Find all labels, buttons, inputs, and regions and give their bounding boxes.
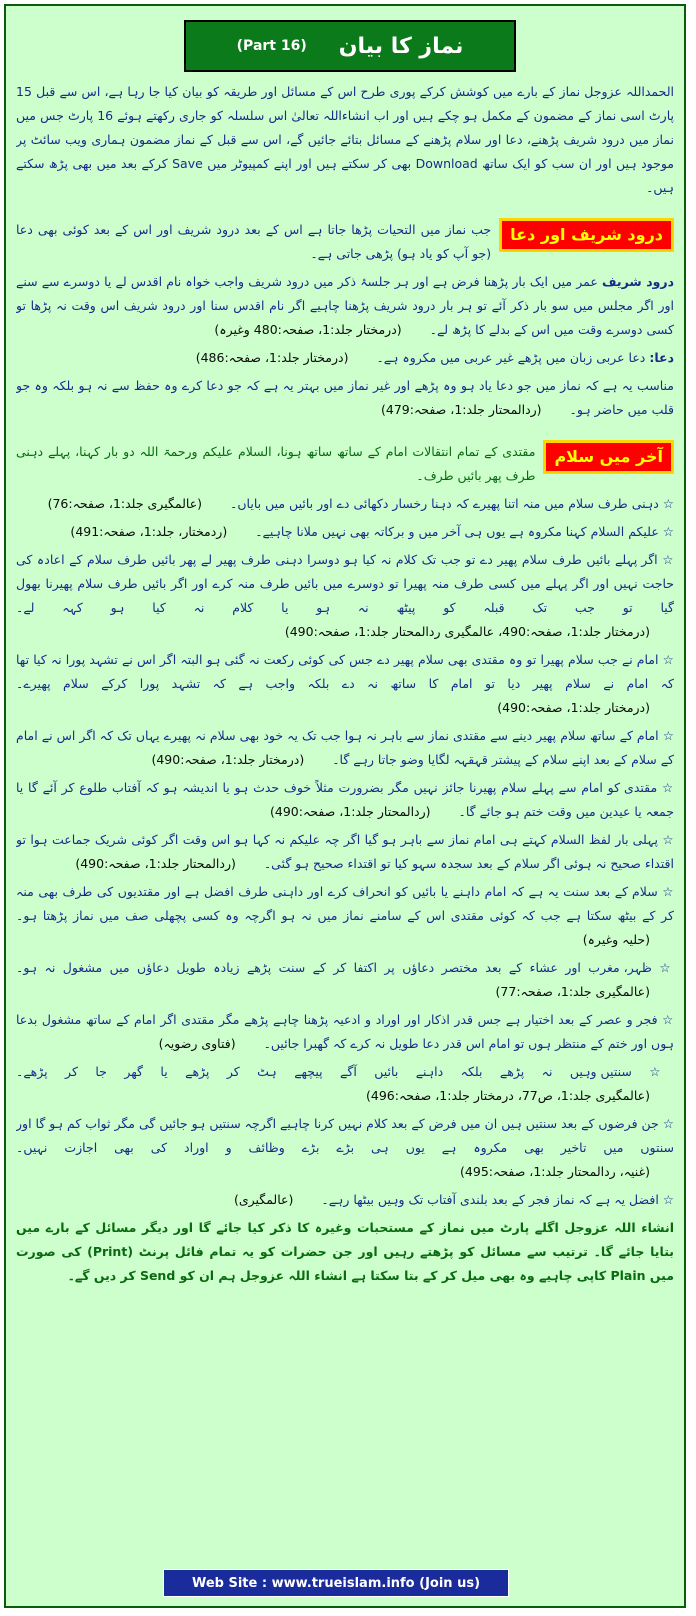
para2-text: دعا عربی زبان میں پڑھے غیر عربی میں مکروہ ہے۔ (376, 350, 646, 365)
para3-text: مناسب یہ ہے کہ نماز میں جو دعا یاد ہو وہ پڑھے اور غیر نماز میں بہتر یہ ہے کہ جو دعا کرے وہ حفظ سے نہ ہو بلکہ وہ جو قلب میں حاضر ہو۔ (16, 378, 674, 417)
section-heading-durood: درود شریف اور دعا (499, 218, 674, 252)
list-item (16, 548, 674, 644)
para2-ref: (درمختار جلد:1، صفحہ:486) (195, 350, 349, 365)
list-item-text: افضل یہ ہے کہ نماز فجر کے بعد بلندی آفتاب تک وہیں بیٹھا رہے۔ (321, 1192, 659, 1207)
star-icon: ☆ (662, 496, 674, 511)
intro-paragraph: الحمداللہ عزوجل نماز کے بارے میں کوشش کرکے پوری طرح اس کے مسائل اور طریقہ کو بیان کیا جا رہا ہے، اس سے قبل 15 پارٹ اسی نماز کے مضمون کے مکمل ہو چکے ہیں اور اب انشاءاللہ تعالیٰ اس سلسلہ کو جاری رکھتے ہوئے 16 پارٹ جس میں نماز میں درود شریف پڑھنے، دعا اور سلام پڑھنے کے مسائل بتائے جائیں گے، اس سے قبل کے نماز مضمون ہماری ویب سائٹ پر موجود ہیں اور ان سب کو ایک ساتھ Download بھی کر سکتے ہیں اور اپنے کمپیوٹر میں Save کرکے بعد میں بھی پڑھ سکتے ہیں۔ (16, 84, 674, 195)
term-durood: درود شریف (602, 274, 674, 289)
star-icon: ☆ (662, 524, 674, 539)
list-item-text: علیکم السلام کہنا مکروہ ہے یوں ہی آخر میں و برکاتہ بھی نہیں ملانا چاہیے۔ (255, 524, 659, 539)
list-item-text: ظہر، مغرب اور عشاء کے بعد مختصر دعاؤں پر اکتفا کر کے سنت پڑھے زیادہ طویل دعاؤں میں مشغول نہ ہو۔ (16, 960, 652, 975)
section1-para1 (16, 270, 674, 342)
spacer (16, 426, 674, 440)
list-item (16, 492, 674, 516)
list-item (16, 1008, 674, 1056)
star-icon: ☆ (662, 1192, 674, 1207)
list-item (16, 776, 674, 824)
star-icon: ☆ (662, 652, 674, 667)
star-icon: ☆ (661, 780, 674, 795)
para3-ref: (ردالمحتار جلد:1، صفحہ:479) (381, 402, 542, 417)
list-item-ref: (عالمگیری جلد:1، ص77، درمختار جلد:1، صفحہ:496) (365, 1088, 650, 1103)
section-heading-salam: آخر میں سلام (543, 440, 674, 474)
list-item-ref: (ردالمحتار جلد:1، صفحہ:490) (75, 856, 236, 871)
list-item (16, 880, 674, 952)
list-item-ref: (درمختار جلد:1، صفحہ:490، عالمگیری ردالمحتار جلد:1، صفحہ:490) (284, 624, 650, 639)
list-item (16, 520, 674, 544)
salam-rules-list (16, 492, 674, 1212)
section1-para3 (16, 374, 674, 422)
list-item-text: پہلی بار لفظ السلام کہتے ہی امام نماز سے باہر ہو گیا اگر چہ علیکم نہ کہا ہو اس وقت اگر کوئی شریک جماعت ہوا تو اقتداء صحیح نہ ہوئی اگر سلام کے بعد سجدہ سہو کیا تو اقتداء صحیح ہو گئی۔ (16, 832, 674, 871)
spacer (16, 204, 674, 218)
section2-lead: مقتدی کے تمام انتقالات امام کے ساتھ ساتھ ہونا، السلام علیکم ورحمۃ اللہ دو بار کہنا، پہلے دہنی طرف پھر بائیں طرف۔ (16, 444, 536, 483)
section1-para2 (16, 346, 674, 370)
star-icon: ☆ (662, 1116, 674, 1131)
website-link[interactable]: Web Site : www.trueislam.info (Join us) (163, 1569, 509, 1597)
list-item-text: سلام کے بعد سنت یہ ہے کہ امام داہنے یا بائیں کو انحراف کرے اور داہنی طرف افضل ہے اور مقتدیوں کی طرف بھی منہ کر کے بیٹھ سکتا ہے جب کہ کوئی مقتدی اس کے سامنے نماز میں نہ ہو اگرچہ وہ کسی پچھلی صف میں نماز پڑھتا ہو۔ (16, 884, 674, 923)
section1-lead-text: جب نماز میں التحیات پڑھا جاتا ہے اس کے بعد درود شریف اور اس کے بعد کوئی بھی دعا (جو آپ کو یاد ہو) پڑھی جاتی ہے۔ (16, 222, 492, 261)
star-icon: ☆ (662, 884, 674, 899)
list-item-ref: (حلیہ وغیرہ) (582, 932, 650, 947)
list-item-text: جن فرضوں کے بعد سنتیں ہیں ان میں فرض کے بعد کلام نہیں کرنا چاہیے اگرچہ سنتیں ہو جائیں گی مگر ثواب کم ہو گا اور سنتوں میں تاخیر بھی مکروہ ہے یوں ہی بڑے بڑے وظائف و اوراد کی بھی اجازت نہیں۔ (16, 1116, 674, 1155)
list-item-ref: (درمختار جلد:1، صفحہ:490) (151, 752, 305, 767)
star-icon: ☆ (662, 552, 674, 567)
list-item-text: امام نے جب سلام پھیرا تو وہ مقتدی بھی سلام پھیر دے جس کی کوئی رکعت نہ گئی ہو البتہ اگر اس نے تشہد پورا نہ کیا تھا کہ امام نے سلام پھیر دیا تو امام کا ساتھ نہ دے بلکہ واجب ہے کہ تشہد پورا کرکے سلام پھیرے۔ (16, 652, 674, 691)
list-item-text: دہنی طرف سلام میں منہ اتنا پھیرے کہ دہنا رخسار دکھائی دے اور بائیں میں بایاں۔ (230, 496, 659, 511)
list-item-ref: (عالمگیری) (233, 1192, 294, 1207)
star-icon: ☆ (662, 1012, 674, 1027)
list-item-text: سنتیں وہیں نہ پڑھے بلکہ داہنے بائیں آگے پیچھے ہٹ کر پڑھے یا گھر جا کر پڑھے۔ (16, 1064, 632, 1079)
list-item (16, 724, 674, 772)
star-icon: ☆ (649, 1064, 674, 1079)
list-item-text: مقتدی کو امام سے پہلے سلام پھیرنا جائز نہیں مگر بضرورت مثلاً خوف حدث ہو یا اندیشہ ہو کہ آفتاب طلوع کر آئے گا یا جمعہ یا عیدین میں وقت ختم ہو جائے گا۔ (16, 780, 674, 819)
list-item (16, 956, 674, 1004)
title-banner (184, 20, 516, 72)
list-item (16, 1060, 674, 1108)
star-icon: ☆ (662, 832, 674, 847)
list-item-ref: (غنیہ، ردالمحتار جلد:1، صفحہ:495) (460, 1164, 650, 1179)
para1-text: عمر میں ایک بار پڑھنا فرض ہے اور ہر جلسۂ ذکر میں درود شریف واجب خواہ نام اقدس لے یا دوسرے سے سنے اور اگر مجلس میں سو بار ذکر آئے تو ہر بار درود شریف پڑھنا چاہیے اگر نام اقدس سنا اور درود شریف اس وقت نہ پڑھا تو کسی دوسرے وقت میں اس کے بدلے کا پڑھ لے۔ (16, 274, 674, 337)
list-item (16, 1112, 674, 1184)
para1-ref: (درمختار جلد:1، صفحہ:480 وغیرہ) (214, 322, 402, 337)
list-item (16, 1188, 674, 1212)
list-item-ref: (عالمگیری جلد:1، صفحہ:76) (47, 496, 203, 511)
star-icon: ☆ (659, 960, 674, 975)
star-icon: ☆ (662, 728, 674, 743)
footer-note: انشاء اللہ عزوجل اگلے پارٹ میں نماز کے مستحبات وغیرہ کا ذکر کیا جائے گا اور دیگر مسائل کے بارے میں بتایا جائے گا۔ ترتیب سے مسائل کو پڑھتے رہیں اور جن حضرات کو یہ تمام فائل پرنٹ (Print) کی صورت میں Plain کاپی چاہیے وہ بھی میل کر کے بتا سکتا ہے انشاء اللہ عزوجل ہم ان کو Send کر دیں گے۔ (16, 1220, 674, 1283)
title-part: (Part 16) (236, 38, 307, 54)
list-item (16, 828, 674, 876)
list-item-text: اگر پہلے بائیں طرف سلام پھیر دے تو جب تک کلام نہ کیا ہو دوسرا دہنی طرف پھیر لے پھر بائیں طرف سلام کے اعادہ کی حاجت نہیں اور اگر پہلے میں کسی طرف منہ پھیرا تو دوسرے میں بائیں طرف منہ کرے اور اگر بائیں طرف سلام پھیرنا بھول گیا تو جب تک قبلہ کو پیٹھ نہ ہو یا کلام نہ کیا ہو کہہ لے۔ (16, 552, 674, 615)
list-item-ref: (فتاوی رضویہ) (158, 1036, 236, 1051)
list-item-text: امام کے ساتھ سلام پھیر دینے سے مقتدی نماز سے باہر نہ ہوا جب تک یہ خود بھی سلام نہ پھیرے یہاں تک کہ اگر اس نے امام کے سلام کے بعد اپنے سلام کے پیشتر قہقہہ لگایا وضو جاتا رہے گا۔ (16, 728, 674, 767)
term-dua: دعا: (649, 350, 674, 365)
article-body (16, 80, 674, 1546)
list-item-text: فجر و عصر کے بعد اختیار ہے جس قدر اذکار اور اوراد و ادعیہ پڑھنا چاہے پڑھے مگر مقتدی اگر امام کے ساتھ مشغول بدعا ہوں اور ختم کے منتظر ہوں تو امام اس قدر دعا طویل نہ کرے کہ گھبرا جائیں۔ (16, 1012, 674, 1051)
list-item (16, 648, 674, 720)
page-frame (4, 4, 686, 1608)
list-item-ref: (عالمگیری جلد:1، صفحہ:77) (495, 984, 650, 999)
list-item-ref: (ردمختار، جلد:1، صفحہ:491) (70, 524, 228, 539)
list-item-ref: (درمختار جلد:1، صفحہ:490) (497, 700, 650, 715)
list-item-ref: (ردالمحتار جلد:1، صفحہ:490) (269, 804, 431, 819)
title-text: نماز کا بیان (338, 33, 464, 59)
